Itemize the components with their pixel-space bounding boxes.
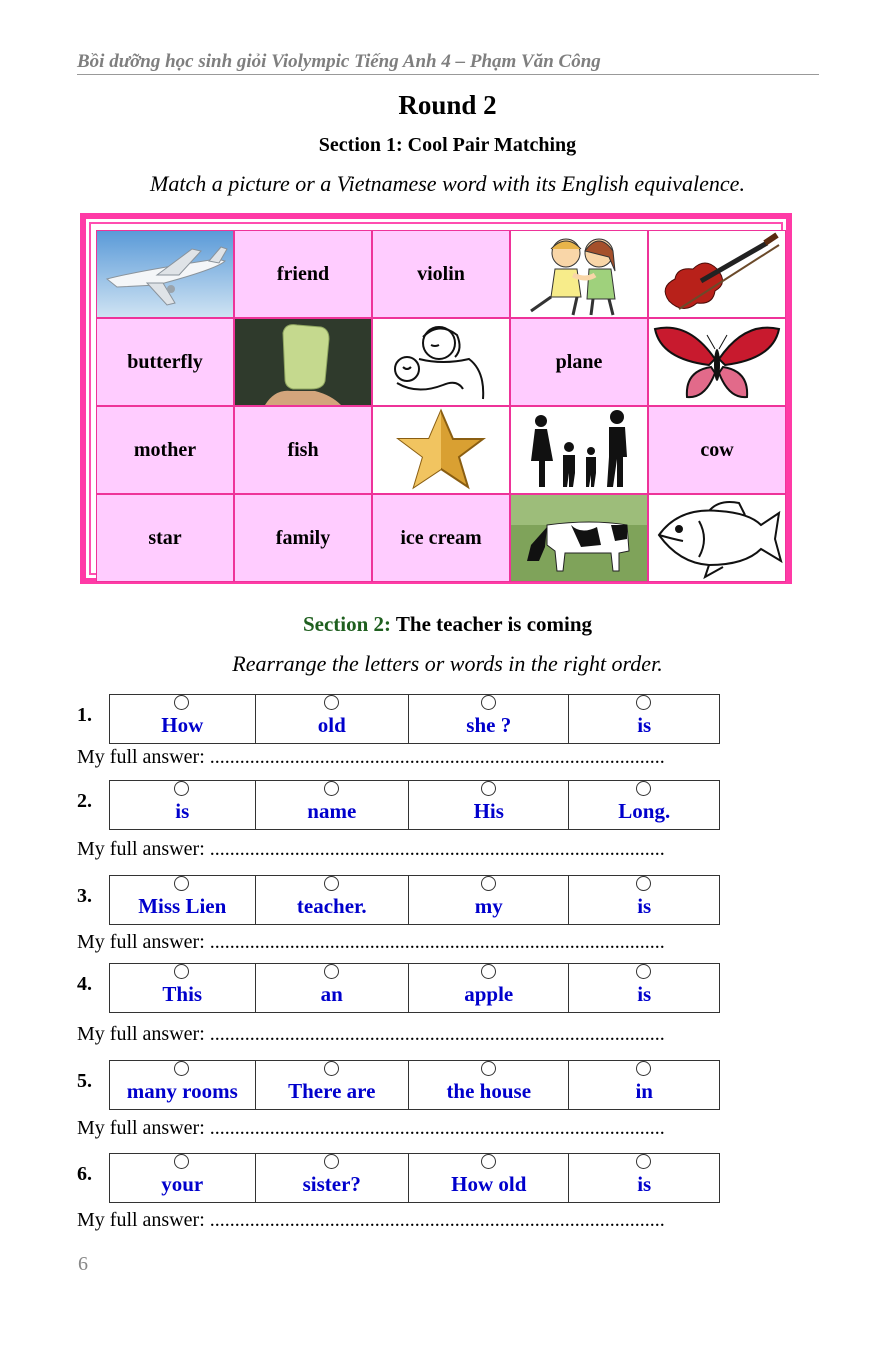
section1-instruction: Match a picture or a Vietnamese word with its English equivalence. (150, 171, 745, 196)
word-tile-label: name (307, 799, 357, 823)
match-cell-picture[interactable] (510, 494, 648, 582)
butterfly-picture (649, 319, 785, 405)
word-choice-table (109, 875, 720, 925)
radio-circle-icon[interactable] (636, 695, 651, 710)
word-tile-label: How old (451, 1172, 527, 1196)
section2-title-lead: Section 2: (302, 612, 392, 636)
word-tile[interactable] (569, 695, 719, 743)
word-tile-label: is (637, 713, 652, 737)
word-tile-label: is (637, 1172, 652, 1196)
word-tile[interactable] (409, 876, 569, 924)
word-tile-label: is (637, 894, 652, 918)
radio-circle-icon[interactable] (481, 1061, 496, 1076)
answer-line[interactable]: My full answer: ........................................................................................... (77, 746, 665, 768)
word-choice-table (109, 780, 720, 830)
question-row (77, 1147, 777, 1199)
word-tile-label: your (161, 1172, 204, 1196)
radio-circle-icon[interactable] (324, 1061, 339, 1076)
match-word-label: fish (287, 438, 319, 461)
radio-circle-icon[interactable] (324, 1154, 339, 1169)
word-choice-table (109, 1153, 720, 1203)
radio-circle-icon[interactable] (636, 1154, 651, 1169)
radio-circle-icon[interactable] (481, 964, 496, 979)
answer-line[interactable]: My full answer: ........................................................................................... (77, 931, 665, 953)
word-tile-label: Miss Lien (138, 894, 227, 918)
word-tile-label: old (317, 713, 346, 737)
matching-table (80, 213, 792, 584)
word-tile[interactable] (110, 964, 256, 1012)
radio-circle-icon[interactable] (636, 876, 651, 891)
word-tile-label: the house (446, 1079, 532, 1103)
word-tile-label: my (474, 894, 503, 918)
word-tile[interactable] (569, 1154, 719, 1202)
word-tile-label: an (320, 982, 343, 1006)
word-tile[interactable] (110, 876, 256, 924)
match-cell-word[interactable] (648, 406, 786, 494)
radio-circle-icon[interactable] (174, 876, 189, 891)
radio-circle-icon[interactable] (481, 781, 496, 796)
violin-picture (649, 231, 785, 317)
radio-circle-icon[interactable] (174, 695, 189, 710)
word-tile[interactable] (256, 1154, 410, 1202)
radio-circle-icon[interactable] (481, 695, 496, 710)
word-tile-label: is (637, 982, 652, 1006)
cow-picture (511, 495, 647, 581)
word-choice-table (109, 1060, 720, 1110)
match-cell-picture[interactable] (648, 230, 786, 318)
radio-circle-icon[interactable] (636, 781, 651, 796)
question-row (77, 869, 777, 921)
word-tile[interactable] (256, 964, 410, 1012)
word-tile-label: teacher. (296, 894, 367, 918)
word-tile[interactable] (409, 695, 569, 743)
word-tile[interactable] (569, 781, 719, 829)
answer-line[interactable]: My full answer: ........................................................................................... (77, 1117, 665, 1139)
word-tile-label: His (473, 799, 504, 823)
section2-title-rest: The teacher is coming (391, 612, 593, 636)
radio-circle-icon[interactable] (174, 1061, 189, 1076)
airplane-picture (97, 231, 233, 317)
fish-picture (649, 495, 785, 581)
match-word-label: violin (417, 262, 465, 285)
question-row (77, 774, 777, 826)
word-tile[interactable] (569, 1061, 719, 1109)
radio-circle-icon[interactable] (174, 964, 189, 979)
match-cell-word[interactable] (96, 494, 234, 582)
answer-line[interactable]: My full answer: ........................................................................................... (77, 838, 665, 860)
word-tile[interactable] (256, 876, 410, 924)
word-tile[interactable] (409, 781, 569, 829)
match-cell-picture[interactable] (372, 318, 510, 406)
word-tile-label: many rooms (126, 1079, 238, 1103)
question-row (77, 957, 777, 1009)
answer-line[interactable]: My full answer: ........................................................................................... (77, 1023, 665, 1045)
word-tile-label: she ? (466, 713, 512, 737)
question-number: 6. (77, 1163, 92, 1185)
word-tile-label: sister? (302, 1172, 361, 1196)
word-tile[interactable] (569, 964, 719, 1012)
ice-cream-picture (235, 319, 371, 405)
word-tile[interactable] (256, 695, 410, 743)
word-tile[interactable] (569, 876, 719, 924)
word-tile-label: This (162, 982, 203, 1006)
match-cell-picture[interactable] (510, 406, 648, 494)
word-tile[interactable] (409, 1154, 569, 1202)
word-tile[interactable] (110, 695, 256, 743)
matching-grid (96, 230, 786, 582)
section2-title (0, 612, 895, 637)
match-word-label: family (275, 526, 331, 549)
match-word-label: star (148, 526, 182, 549)
word-choice-table (109, 963, 720, 1013)
match-cell-word[interactable] (372, 230, 510, 318)
round-title: Round 2 (398, 90, 497, 120)
radio-circle-icon[interactable] (174, 1154, 189, 1169)
match-word-label: cow (700, 438, 734, 461)
match-cell-picture[interactable] (648, 318, 786, 406)
match-word-label: ice cream (400, 526, 482, 549)
question-number: 4. (77, 973, 92, 995)
mother-baby-picture (373, 319, 509, 405)
match-word-label: friend (276, 262, 330, 285)
radio-circle-icon[interactable] (481, 876, 496, 891)
radio-circle-icon[interactable] (481, 1154, 496, 1169)
word-tile[interactable] (409, 1061, 569, 1109)
question-number: 1. (77, 704, 92, 726)
radio-circle-icon[interactable] (636, 1061, 651, 1076)
match-cell-word[interactable] (372, 494, 510, 582)
star-picture (373, 407, 509, 493)
match-cell-word[interactable] (96, 318, 234, 406)
question-number: 2. (77, 790, 92, 812)
section1-title: Section 1: Cool Pair Matching (318, 134, 577, 156)
word-tile[interactable] (256, 781, 410, 829)
radio-circle-icon[interactable] (324, 964, 339, 979)
word-tile-label: apple (464, 982, 514, 1006)
match-cell-picture[interactable] (372, 406, 510, 494)
friends-hugging-picture (511, 231, 647, 317)
word-tile-label: There are (288, 1079, 376, 1103)
match-cell-word[interactable] (234, 406, 372, 494)
radio-circle-icon[interactable] (324, 781, 339, 796)
running-header: Bồi dưỡng học sinh giỏi Violympic Tiếng Anh 4 – Phạm Văn Công (77, 50, 819, 75)
word-tile[interactable] (409, 964, 569, 1012)
question-row (77, 1054, 777, 1106)
question-number: 5. (77, 1070, 92, 1092)
word-tile-label: How (161, 713, 204, 737)
word-choice-table (109, 694, 720, 744)
radio-circle-icon[interactable] (174, 781, 189, 796)
page-number: 6 (78, 1253, 88, 1275)
radio-circle-icon[interactable] (324, 876, 339, 891)
match-cell-picture[interactable] (510, 230, 648, 318)
radio-circle-icon[interactable] (636, 964, 651, 979)
word-tile[interactable] (110, 781, 256, 829)
match-cell-picture[interactable] (234, 318, 372, 406)
answer-line[interactable]: My full answer: ........................................................................................... (77, 1209, 665, 1231)
match-cell-picture[interactable] (96, 230, 234, 318)
question-number: 3. (77, 885, 92, 907)
family-silhouette-picture (511, 407, 647, 493)
word-tile-label: in (635, 1079, 653, 1103)
section2-instruction: Rearrange the letters or words in the right order. (232, 651, 663, 676)
match-cell-word[interactable] (234, 494, 372, 582)
radio-circle-icon[interactable] (324, 695, 339, 710)
match-cell-picture[interactable] (648, 494, 786, 582)
match-cell-word[interactable] (234, 230, 372, 318)
match-cell-word[interactable] (510, 318, 648, 406)
match-word-label: butterfly (127, 350, 203, 373)
word-tile[interactable] (256, 1061, 410, 1109)
word-tile[interactable] (110, 1061, 256, 1109)
question-row (77, 688, 777, 740)
match-word-label: mother (133, 438, 197, 461)
match-word-label: plane (555, 350, 603, 373)
word-tile-label: is (175, 799, 190, 823)
match-cell-word[interactable] (96, 406, 234, 494)
word-tile-label: Long. (618, 799, 671, 823)
word-tile[interactable] (110, 1154, 256, 1202)
